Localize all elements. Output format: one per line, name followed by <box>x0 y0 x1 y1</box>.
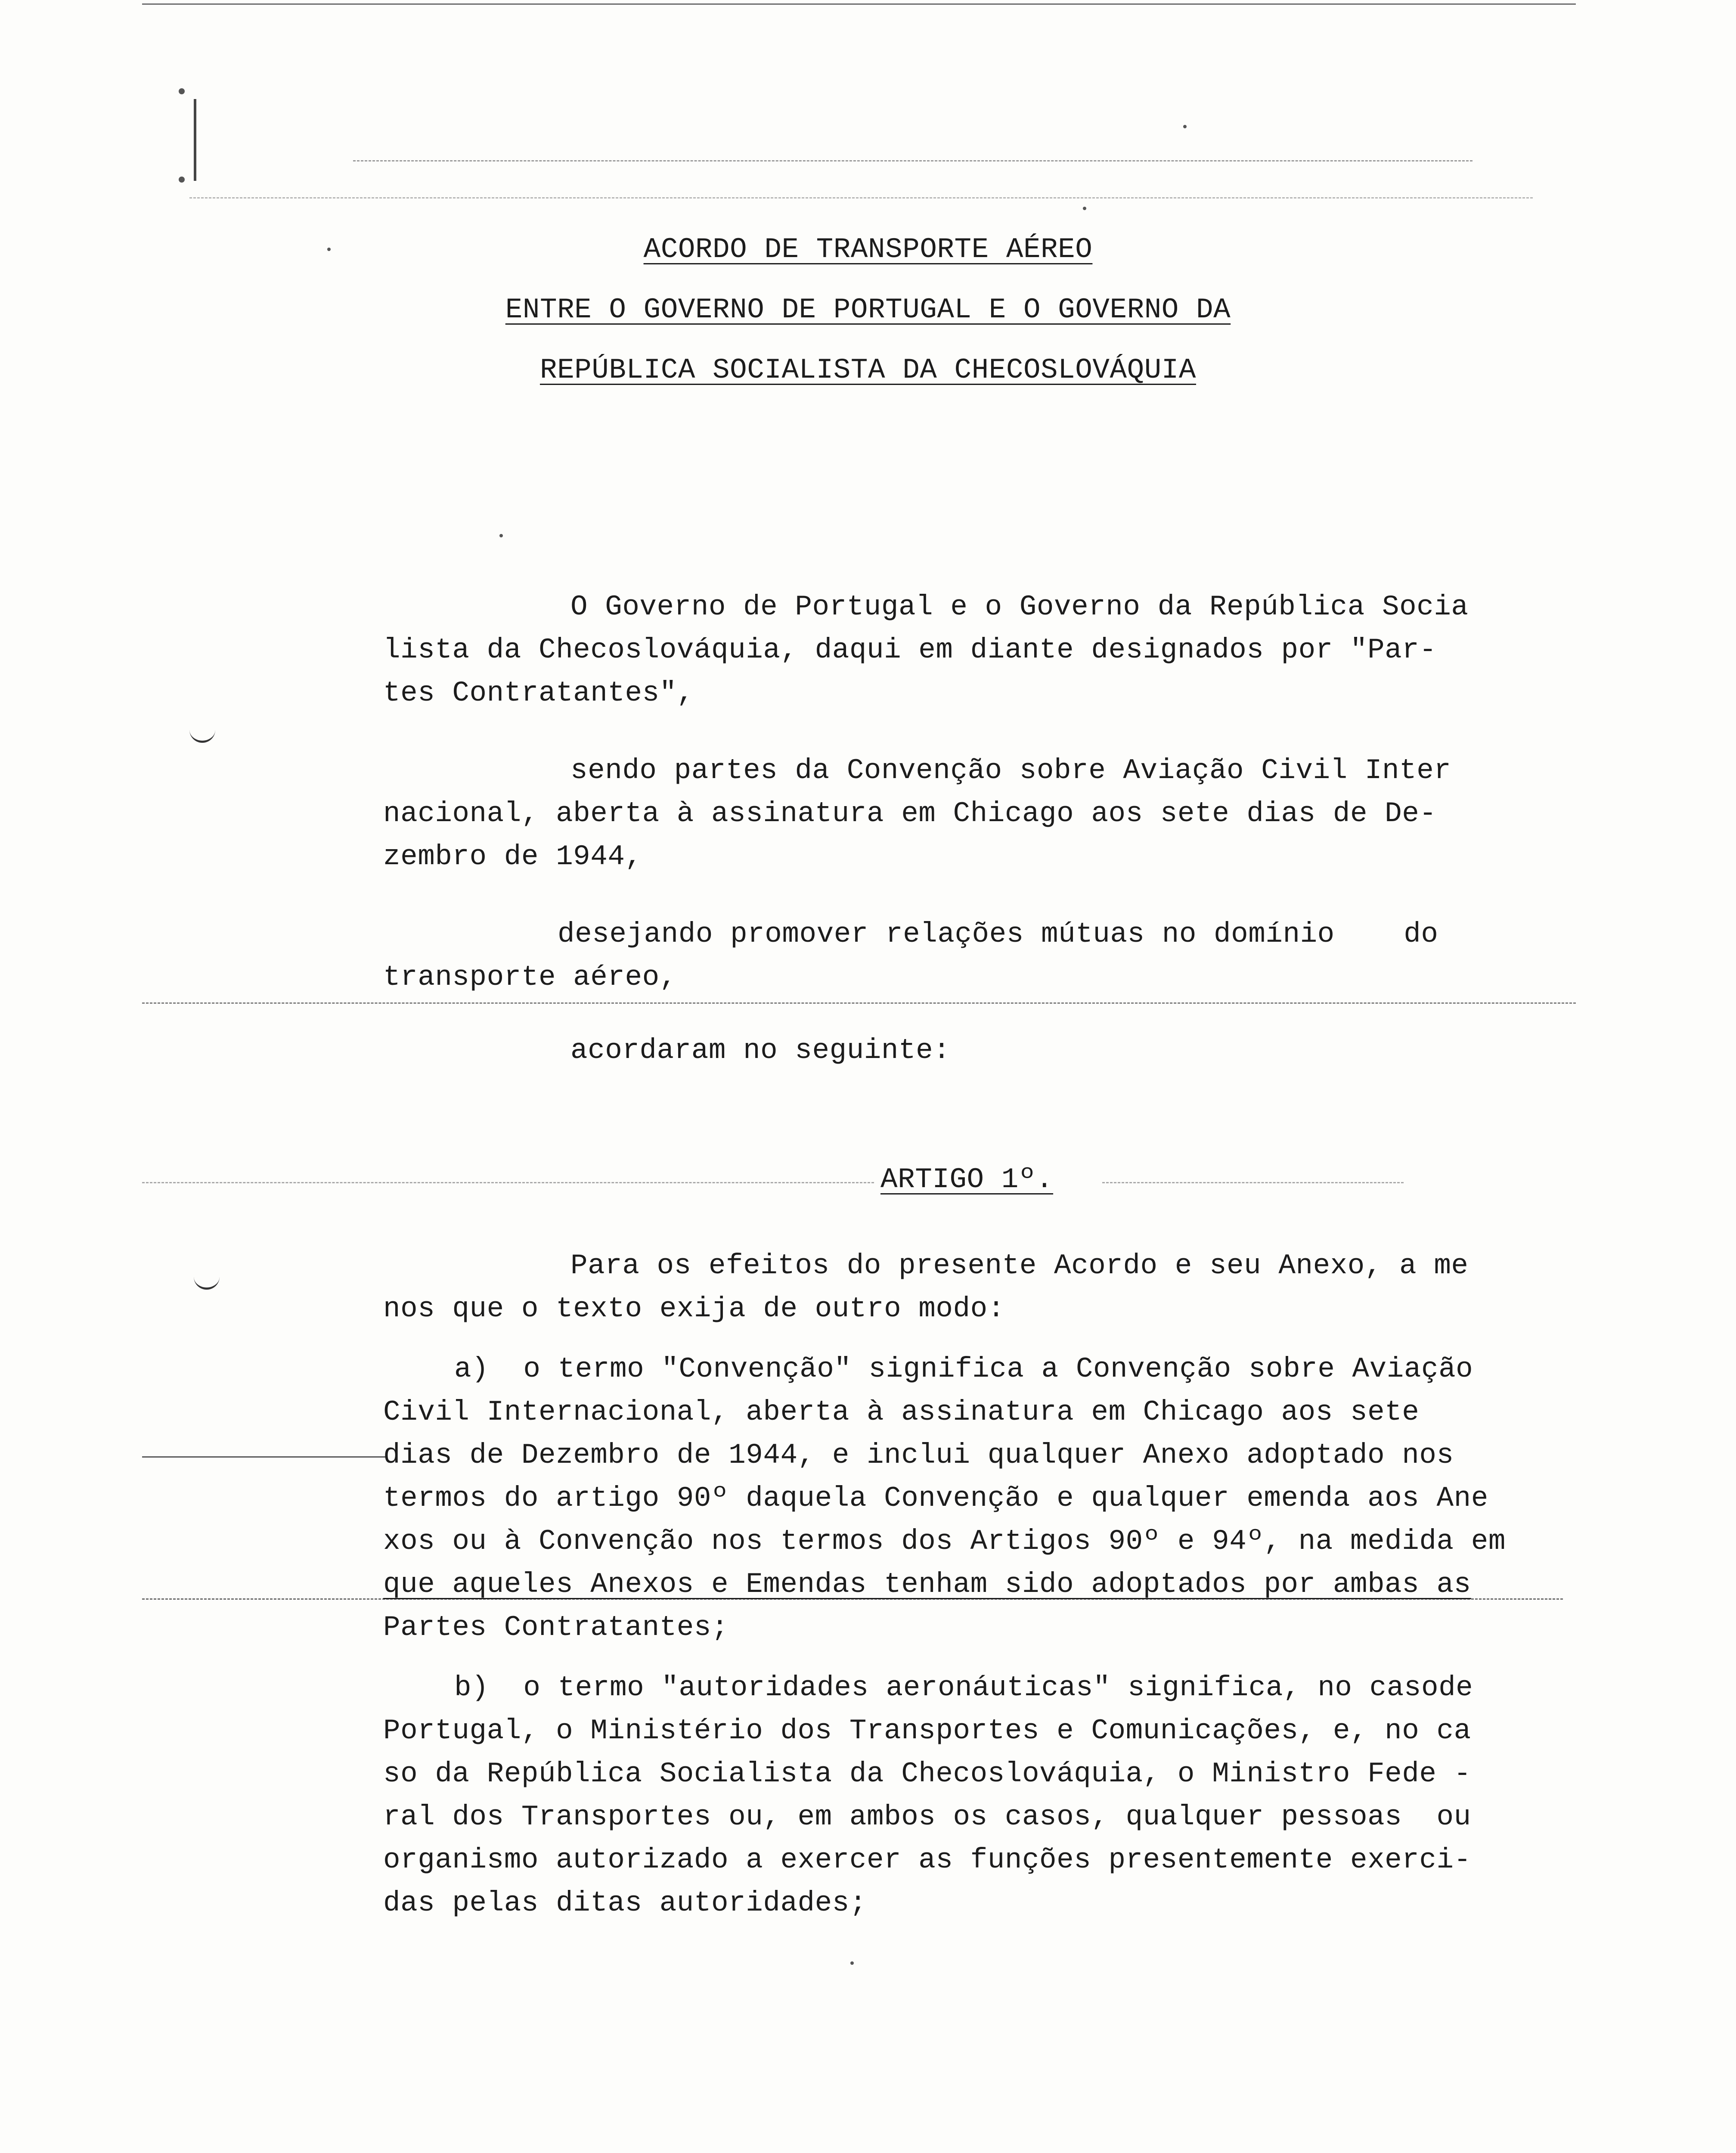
article-1-intro-line-1: Para os efeitos do presente Acordo e seu Anexo, a me <box>570 1250 1469 1282</box>
item-b-line-5: organismo autorizado a exercer as funções presentemente exerci- <box>383 1844 1471 1876</box>
preamble-agreed: acordaram no seguinte: <box>570 1034 951 1067</box>
scan-artifact-line <box>1102 1182 1404 1183</box>
preamble-p2-line-3: zembro de 1944, <box>383 841 642 873</box>
item-b-line-3: so da República Socialista da Checoslováquia, o Ministro Fede - <box>383 1758 1471 1790</box>
item-a-line-3: dias de Dezembro de 1944, e inclui qualquer Anexo adoptado nos <box>383 1439 1454 1471</box>
scan-artifact-line <box>353 160 1472 161</box>
left-margin-mark <box>194 99 196 181</box>
item-b-line-4: ral dos Transportes ou, em ambos os casos, qualquer pessoas ou <box>383 1801 1471 1833</box>
preamble-p1-line-3: tes Contratantes", <box>383 677 694 709</box>
item-a-line-4: termos do artigo 90º daquela Convenção e qualquer emenda aos Ane <box>383 1482 1488 1514</box>
preamble-p2-line-1: sendo partes da Convenção sobre Aviação Civil Inter <box>570 754 1451 787</box>
margin-check-mark <box>189 728 215 743</box>
item-b-line-6: das pelas ditas autoridades; <box>383 1887 867 1919</box>
item-a-line-2: Civil Internacional, aberta à assinatura em Chicago aos sete <box>383 1396 1420 1428</box>
article-1-intro-line-2: nos que o texto exija de outro modo: <box>383 1293 1005 1325</box>
scan-speck <box>1083 207 1086 210</box>
scan-speck <box>179 177 185 183</box>
scan-artifact-line <box>142 1002 1576 1004</box>
item-b-line-2: Portugal, o Ministério dos Transportes e Comunicações, e, no ca <box>383 1715 1471 1747</box>
preamble-p3-line-1: desejando promover relações mútuas no domínio do <box>558 918 1438 950</box>
scan-speck <box>499 534 503 537</box>
scan-artifact-line <box>142 1456 388 1458</box>
preamble-p3-line-2: transporte aéreo, <box>383 961 677 993</box>
scan-artifact-line <box>189 197 1533 199</box>
scan-speck <box>179 88 185 94</box>
scan-speck <box>850 1961 854 1965</box>
item-a-line-6: que aqueles Anexos e Emendas tenham sido adoptados por ambas as <box>383 1568 1471 1601</box>
title-line-2: ENTRE O GOVERNO DE PORTUGAL E O GOVERNO DA <box>505 294 1231 326</box>
article-1-title: ARTIGO 1º. <box>880 1163 1054 1196</box>
scan-speck <box>1183 125 1187 128</box>
item-b-line-1: b) o termo "autoridades aeronáuticas" significa, no casode <box>454 1672 1473 1704</box>
title-line-1: ACORDO DE TRANSPORTE AÉREO <box>643 233 1093 266</box>
preamble-p1-line-2: lista da Checoslováquia, daqui em diante designados por "Par- <box>383 634 1437 666</box>
item-a-line-5: xos ou à Convenção nos termos dos Artigos 90º e 94º, na medida em <box>383 1525 1506 1557</box>
preamble-p1-line-1: O Governo de Portugal e o Governo da República Socia <box>570 591 1469 623</box>
margin-check-mark <box>194 1275 220 1290</box>
item-a-line-7: Partes Contratantes; <box>383 1611 729 1644</box>
item-a-line-1: a) o termo "Convenção" significa a Convenção sobre Aviação <box>454 1353 1473 1385</box>
preamble-p2-line-2: nacional, aberta à assinatura em Chicago aos sete dias de De- <box>383 797 1437 830</box>
scan-artifact-line <box>142 1182 874 1183</box>
top-border-line <box>142 3 1576 5</box>
title-line-3: REPÚBLICA SOCIALISTA DA CHECOSLOVÁQUIA <box>539 354 1197 386</box>
